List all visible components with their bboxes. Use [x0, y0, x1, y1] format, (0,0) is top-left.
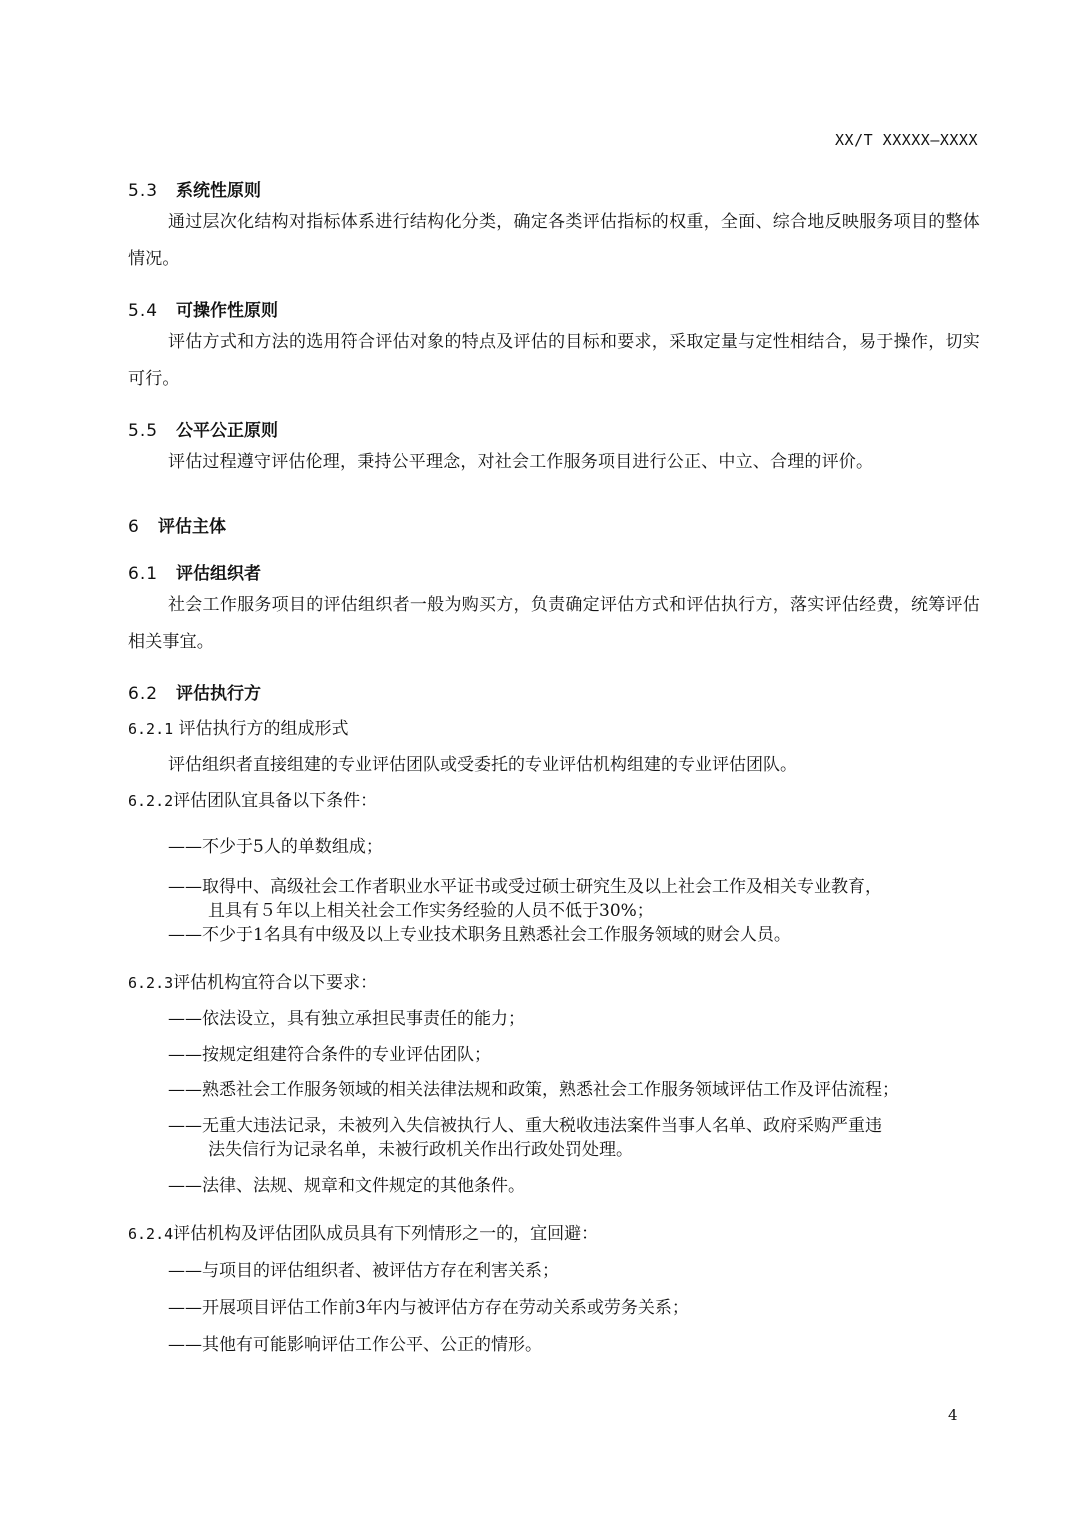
subsection-title: 评估团队宜具备以下条件：	[173, 791, 378, 811]
section-number: 5.4	[128, 301, 159, 321]
section-heading-5-3	[128, 176, 261, 201]
paragraph-5-4: 评估方式和方法的选用符合评估对象的特点及评估的目标和要求，采取定量与定性相结合，易于操作，切实可行。	[128, 332, 980, 389]
list-item-continuation: 且具有５年以上相关社会工作实务经验的人员不低于30%；	[208, 901, 654, 921]
subsection-number: 6.2.3	[128, 974, 174, 992]
subsection-title: 评估机构宜符合以下要求：	[173, 973, 378, 993]
list-item: ——依法设立，具有独立承担民事责任的能力；	[168, 1009, 525, 1029]
subsection-heading-6-2-4	[128, 1219, 598, 1244]
subsection-heading-6-2-3	[128, 968, 377, 993]
section-number: 6	[128, 517, 139, 537]
section-number: 5.5	[128, 421, 159, 441]
list-item: ——其他有可能影响评估工作公平、公正的情形。	[168, 1335, 542, 1355]
subsection-number: 6.2.1	[128, 720, 174, 738]
paragraph-5-5: 评估过程遵守评估伦理，秉持公平理念，对社会工作服务项目进行公正、中立、合理的评价。	[168, 452, 874, 472]
list-item: ——无重大违法记录，未被列入失信被执行人、重大税收违法案件当事人名单、政府采购严重违	[168, 1116, 882, 1136]
list-item: ——按规定组建符合条件的专业评估团队；	[168, 1045, 491, 1065]
paragraph-5-3: 通过层次化结构对指标体系进行结构化分类，确定各类评估指标的权重，全面、综合地反映服务项目的整体情况。	[128, 212, 980, 269]
section-title: 评估主体	[158, 517, 226, 537]
standard-id: XX/T XXXXX—XXXX	[835, 131, 978, 149]
subsection-number: 6.2.4	[128, 1225, 174, 1243]
list-item: ——开展项目评估工作前3年内与被评估方存在劳动关系或劳务关系；	[168, 1298, 689, 1318]
subsection-heading-6-2-2	[128, 786, 377, 811]
list-item: ——熟悉社会工作服务领域的相关法律法规和政策，熟悉社会工作服务领域评估工作及评估流程；	[168, 1080, 899, 1100]
section-title: 可操作性原则	[176, 301, 278, 321]
section-title: 系统性原则	[176, 181, 261, 201]
page-number: 4	[948, 1406, 958, 1424]
list-item: ——与项目的评估组织者、被评估方存在利害关系；	[168, 1261, 559, 1281]
section-number: 6.2	[128, 684, 159, 704]
section-title: 评估组织者	[176, 564, 261, 584]
section-heading-5-4	[128, 296, 278, 321]
section-heading-6-2	[128, 679, 261, 704]
section-heading-6-1	[128, 559, 261, 584]
paragraph-6-2-1: 评估组织者直接组建的专业评估团队或受委托的专业评估机构组建的专业评估团队。	[168, 755, 797, 775]
section-title: 公平公正原则	[176, 421, 278, 441]
section-number: 6.1	[128, 564, 159, 584]
section-heading-6	[128, 512, 226, 537]
section-heading-5-5	[128, 416, 278, 441]
list-item: ——不少于1名具有中级及以上专业技术职务且熟悉社会工作服务领域的财会人员。	[168, 925, 791, 945]
subsection-title: 评估执行方的组成形式	[173, 719, 349, 739]
subsection-title: 评估机构及评估团队成员具有下列情形之一的，宜回避：	[173, 1224, 599, 1244]
list-item: ——法律、法规、规章和文件规定的其他条件。	[168, 1176, 525, 1196]
section-number: 5.3	[128, 181, 159, 201]
section-title: 评估执行方	[176, 684, 261, 704]
list-item: ——不少于5人的单数组成；	[168, 837, 383, 857]
list-item: ——取得中、高级社会工作者职业水平证书或受过硕士研究生及以上社会工作及相关专业教育，	[168, 877, 882, 897]
subsection-heading-6-2-1	[128, 714, 349, 739]
paragraph-6-1: 社会工作服务项目的评估组织者一般为购买方，负责确定评估方式和评估执行方，落实评估经费，统筹评估相关事宜。	[128, 595, 980, 652]
subsection-number: 6.2.2	[128, 792, 174, 810]
list-item-continuation: 法失信行为记录名单，未被行政机关作出行政处罚处理。	[208, 1140, 633, 1160]
